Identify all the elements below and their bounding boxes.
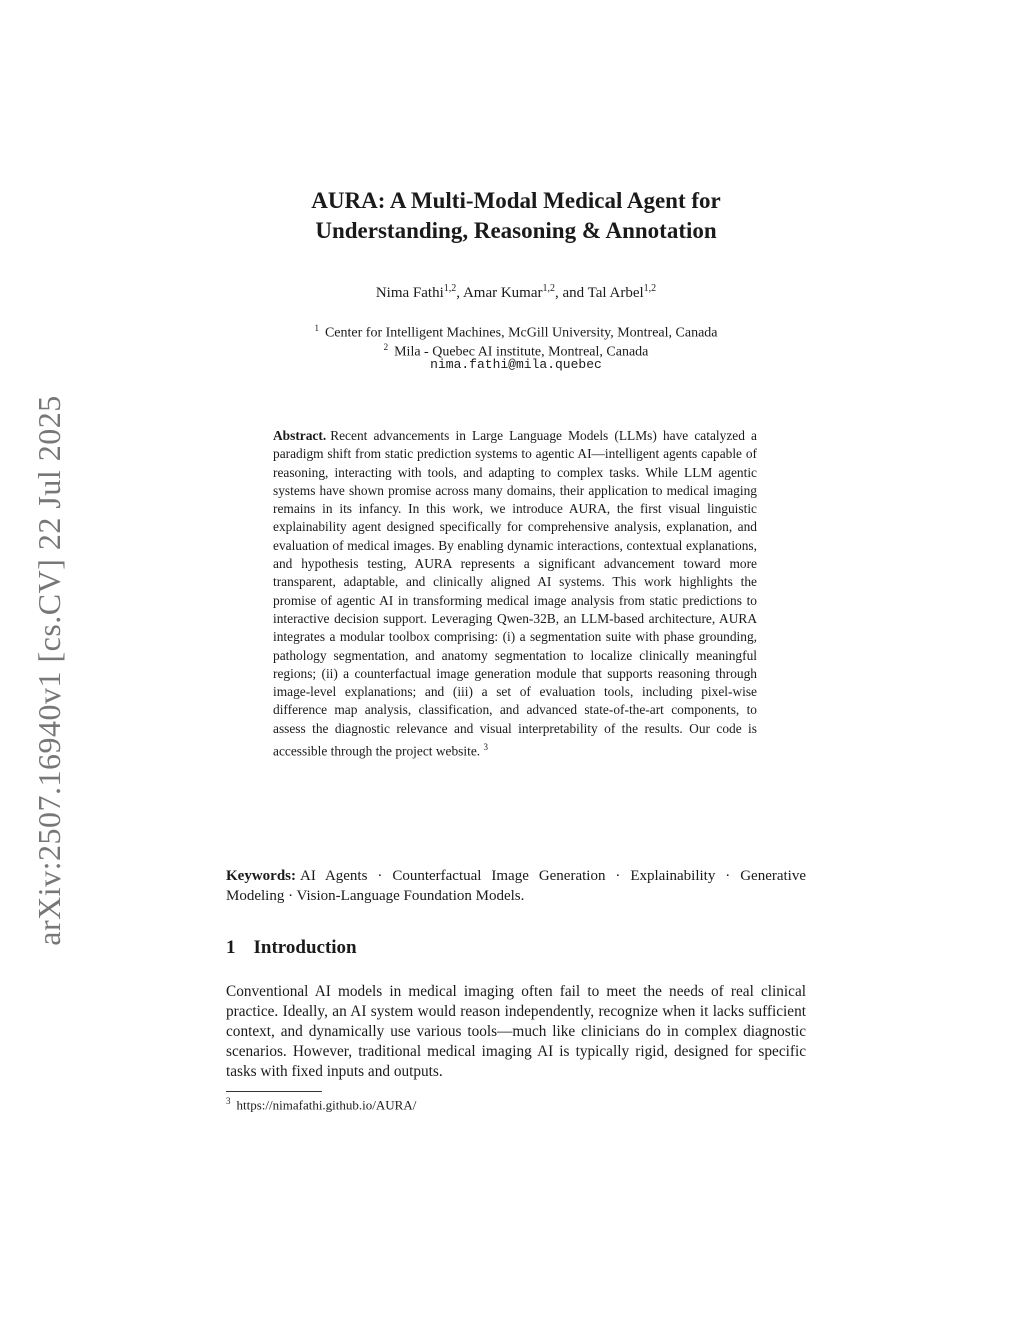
author-list [226,283,806,302]
contact-email[interactable]: nima.fathi@mila.quebec [430,357,602,372]
abstract [273,427,757,761]
abstract-text: Recent advancements in Large Language Models (LLMs) have catalyzed a paradigm shift from static prediction systems to agentic AI—intelligent agents capable of reasoning, interacting with tools, and adapting to complex tasks. While LLM agentic systems have shown promise across many domains, their application to medical imaging remains in its infancy. In this work, we introduce AURA, the first visual linguistic explainability agent designed specifically for comprehensive analysis, explanation, and evaluation of medical images. By enabling dynamic interactions, contextual explanations, and hypothesis testing, AURA represents a significant advancement toward more transparent, adaptable, and clinically aligned AI systems. This work highlights the promise of agentic AI in transforming medical image analysis from static predictions to interactive decision support. Leveraging Qwen-32B, an LLM-based architecture, AURA integrates a modular toolbox comprising: (i) a segmentation suite with phase grounding, pathology segmentation, and anatomy segmentation to localize clinically meaningful regions; (ii) a counterfactual image generation module that supports reasoning through image-level explanations; and (iii) a set of evaluation tools, including pixel-wise difference map analysis, classification, and advanced state-of-the-art components, to assess the diagnostic relevance and visual interpretability of the results. Our code is accessible through the project website. [273,428,757,759]
footnote-divider [226,1091,322,1092]
footnote [226,1096,416,1113]
footnote-mark: 3 [226,1096,231,1106]
author-name: Amar Kumar [462,285,543,301]
paper-title-line-1: AURA: A Multi-Modal Medical Agent for [311,188,721,213]
author-affiliation-mark: 1,2 [643,283,657,294]
affiliation-mark: 1 [314,323,319,333]
affiliation-text: Mila - Quebec AI institute, Montreal, Canada [394,344,649,360]
arxiv-identifier-text: arXiv:2507.16940v1 [cs.CV] 22 Jul 2025 [30,394,67,946]
author-separator: , [456,285,463,301]
author-name: Nima Fathi [375,285,444,301]
footnote-reference[interactable]: 3 [483,742,488,753]
affiliation-mark: 2 [383,342,389,352]
section-heading [226,937,357,959]
arxiv-identifier-stamp [32,375,66,965]
intro-paragraph: Conventional AI models in medical imaging often fail to meet the needs of real clinical practice. Ideally, an AI system would reason independently, recognize when it lacks sufficient context, and dynamically use various tools—much like clinicians do in complex diagnostic scenarios. However, traditional medical imaging AI is typically rigid, designed for specific tasks with fixed inputs and outputs. [226,983,806,1080]
abstract-label: Abstract. [273,428,327,443]
section-number: 1 [226,937,236,958]
keywords [226,866,806,906]
author-name: Tal Arbel [587,285,644,301]
author-affiliation-mark: 1,2 [443,283,457,294]
keywords-label: Keywords: [226,868,296,884]
section-title: Introduction [253,937,357,958]
affiliation-text: Center for Intelligent Machines, McGill University, Montreal, Canada [324,325,718,341]
paper-title-line-2: Understanding, Reasoning & Annotation [315,218,717,243]
footnote-link[interactable]: https://nimafathi.github.io/AURA/ [236,1097,417,1113]
keywords-text: AI Agents · Counterfactual Image Generation · Explainability · Generative Modeling · Vision-Language Foundation Models. [226,868,806,904]
author-separator: , and [555,285,588,301]
author-affiliation-mark: 1,2 [542,283,555,294]
paper-title [226,186,806,246]
